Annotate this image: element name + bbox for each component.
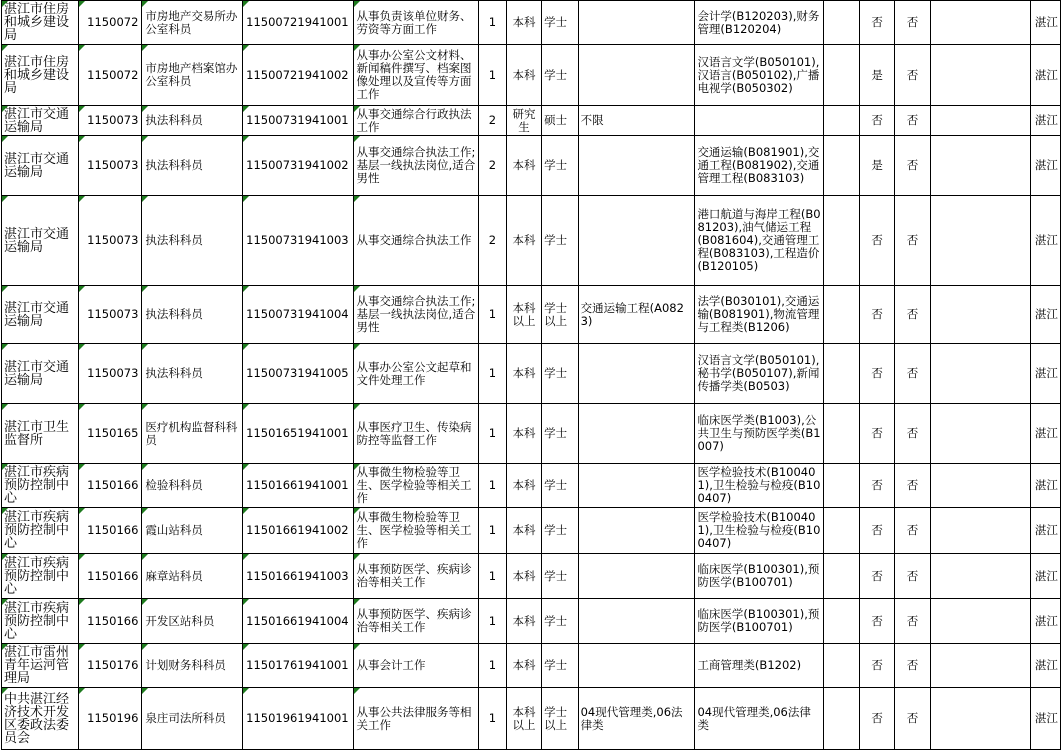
blank-cell — [824, 136, 860, 196]
education-cell: 本科 — [506, 196, 541, 286]
department-code-cell: 1150166 — [79, 464, 142, 508]
degree-cell: 学士 — [542, 45, 578, 106]
other-requirement-cell — [931, 508, 1031, 554]
department-cell: 湛江市疾病预防控制中心 — [2, 464, 79, 508]
headcount-cell: 1 — [478, 45, 506, 106]
department-cell: 湛江市雷州青年运河管理局 — [2, 644, 79, 688]
headcount-cell: 1 — [478, 599, 506, 644]
position-name-cell: 霞山站科员 — [142, 508, 243, 554]
headcount-cell: 1 — [478, 644, 506, 688]
table-row — [2, 599, 1061, 644]
headcount-cell: 1 — [478, 344, 506, 404]
degree-cell: 学士 — [542, 136, 578, 196]
undergraduate-major-cell: 04现代管理类,06法律类 — [695, 688, 824, 750]
other-requirement-cell — [931, 196, 1031, 286]
headcount-cell: 1 — [478, 464, 506, 508]
position-code-cell: 11500721941002 — [243, 45, 353, 106]
degree-cell: 学士以上 — [542, 688, 578, 750]
other-requirement-cell — [931, 599, 1031, 644]
education-cell: 本科 — [506, 136, 541, 196]
region-cell: 湛江 — [1030, 1, 1060, 45]
blank-cell — [824, 508, 860, 554]
department-code-cell: 1150073 — [79, 196, 142, 286]
region-cell: 湛江 — [1030, 45, 1060, 106]
department-code-cell: 1150166 — [79, 599, 142, 644]
requirement-flag-cell: 否 — [860, 404, 894, 464]
other-requirement-cell — [931, 404, 1031, 464]
job-duty-cell: 从事交通综合行政执法工作 — [353, 106, 478, 136]
region-cell: 湛江 — [1030, 554, 1060, 599]
region-cell: 湛江 — [1030, 344, 1060, 404]
region-cell: 湛江 — [1030, 136, 1060, 196]
department-code-cell: 1150073 — [79, 106, 142, 136]
position-name-cell: 执法科科员 — [142, 136, 243, 196]
other-requirement-cell — [931, 1, 1031, 45]
other-requirement-cell — [931, 344, 1031, 404]
job-duty-cell: 从事微生物检验等卫生、医学检验等相关工作 — [353, 464, 478, 508]
table-row — [2, 106, 1061, 136]
region-cell: 湛江 — [1030, 464, 1060, 508]
position-name-cell: 医疗机构监督科科员 — [142, 404, 243, 464]
requirement-flag-cell: 否 — [894, 404, 930, 464]
table-body — [2, 1, 1061, 750]
requirement-flag-cell: 否 — [894, 196, 930, 286]
degree-cell: 学士 — [542, 1, 578, 45]
department-cell: 湛江市卫生监督所 — [2, 404, 79, 464]
degree-cell: 学士 — [542, 599, 578, 644]
region-cell: 湛江 — [1030, 404, 1060, 464]
graduate-major-cell — [578, 136, 695, 196]
department-code-cell: 1150165 — [79, 404, 142, 464]
headcount-cell: 1 — [478, 688, 506, 750]
requirement-flag-cell: 否 — [894, 554, 930, 599]
requirement-flag-cell: 否 — [860, 599, 894, 644]
department-code-cell: 1150196 — [79, 688, 142, 750]
blank-cell — [824, 464, 860, 508]
undergraduate-major-cell: 汉语言文学(B050101),秘书学(B050107),新闻传播学类(B0503) — [695, 344, 824, 404]
graduate-major-cell: 04现代管理类,06法律类 — [578, 688, 695, 750]
department-code-cell: 1150072 — [79, 45, 142, 106]
region-cell: 湛江 — [1030, 106, 1060, 136]
position-code-cell: 11501961941001 — [243, 688, 353, 750]
education-cell: 本科 — [506, 554, 541, 599]
requirement-flag-cell: 否 — [894, 1, 930, 45]
table-row — [2, 554, 1061, 599]
table-row — [2, 508, 1061, 554]
department-code-cell: 1150073 — [79, 136, 142, 196]
undergraduate-major-cell: 港口航道与海岸工程(B081203),油气储运工程(B081604),交通管理工程(B083103),工程造价(B120105) — [695, 196, 824, 286]
department-cell: 湛江市交通运输局 — [2, 136, 79, 196]
education-cell: 本科 — [506, 644, 541, 688]
position-code-cell: 11501661941004 — [243, 599, 353, 644]
undergraduate-major-cell: 会计学(B120203),财务管理(B120204) — [695, 1, 824, 45]
headcount-cell: 1 — [478, 1, 506, 45]
job-duty-cell: 从事预防医学、疾病诊治等相关工作 — [353, 554, 478, 599]
undergraduate-major-cell: 汉语言文学(B050101),汉语言(B050102),广播电视学(B050302) — [695, 45, 824, 106]
position-name-cell: 执法科科员 — [142, 344, 243, 404]
region-cell: 湛江 — [1030, 196, 1060, 286]
requirement-flag-cell: 否 — [860, 286, 894, 344]
education-cell: 本科 — [506, 508, 541, 554]
job-duty-cell: 从事微生物检验等卫生、医学检验等相关工作 — [353, 508, 478, 554]
other-requirement-cell — [931, 688, 1031, 750]
position-name-cell: 市房地产交易所办公室科员 — [142, 1, 243, 45]
job-duty-cell: 从事预防医学、疾病诊治等相关工作 — [353, 599, 478, 644]
position-name-cell: 计划财务科科员 — [142, 644, 243, 688]
position-code-cell: 11501661941001 — [243, 464, 353, 508]
table-row — [2, 464, 1061, 508]
position-name-cell: 开发区站科员 — [142, 599, 243, 644]
table-row — [2, 286, 1061, 344]
department-cell: 湛江市疾病预防控制中心 — [2, 508, 79, 554]
requirement-flag-cell: 否 — [894, 45, 930, 106]
blank-cell — [824, 554, 860, 599]
position-code-cell: 11500731941005 — [243, 344, 353, 404]
table-row — [2, 688, 1061, 750]
other-requirement-cell — [931, 45, 1031, 106]
department-code-cell: 1150166 — [79, 508, 142, 554]
table-row — [2, 136, 1061, 196]
position-name-cell: 泉庄司法所科员 — [142, 688, 243, 750]
department-code-cell: 1150072 — [79, 1, 142, 45]
degree-cell: 学士 — [542, 344, 578, 404]
headcount-cell: 2 — [478, 106, 506, 136]
degree-cell: 学士 — [542, 644, 578, 688]
education-cell: 本科 — [506, 1, 541, 45]
other-requirement-cell — [931, 554, 1031, 599]
education-cell: 本科以上 — [506, 286, 541, 344]
position-code-cell: 11500731941001 — [243, 106, 353, 136]
requirement-flag-cell: 否 — [860, 344, 894, 404]
other-requirement-cell — [931, 644, 1031, 688]
degree-cell: 学士以上 — [542, 286, 578, 344]
education-cell: 本科 — [506, 404, 541, 464]
job-duty-cell: 从事医疗卫生、传染病防控等监督工作 — [353, 404, 478, 464]
job-duty-cell: 从事办公室公文起草和文件处理工作 — [353, 344, 478, 404]
education-cell: 本科 — [506, 45, 541, 106]
blank-cell — [824, 1, 860, 45]
blank-cell — [824, 688, 860, 750]
requirement-flag-cell: 否 — [894, 599, 930, 644]
job-duty-cell: 从事办公室公文材料、新闻稿件撰写、档案图像处理以及宣传等方面工作 — [353, 45, 478, 106]
undergraduate-major-cell: 医学检验技术(B100401),卫生检验与检疫(B100407) — [695, 508, 824, 554]
graduate-major-cell — [578, 508, 695, 554]
blank-cell — [824, 196, 860, 286]
department-cell: 湛江市住房和城乡建设局 — [2, 45, 79, 106]
position-name-cell: 市房地产档案馆办公室科员 — [142, 45, 243, 106]
graduate-major-cell — [578, 644, 695, 688]
requirement-flag-cell: 否 — [894, 508, 930, 554]
position-name-cell: 麻章站科员 — [142, 554, 243, 599]
region-cell: 湛江 — [1030, 644, 1060, 688]
blank-cell — [824, 644, 860, 688]
undergraduate-major-cell: 临床医学类(B1003),公共卫生与预防医学类(B1007) — [695, 404, 824, 464]
department-cell: 湛江市交通运输局 — [2, 286, 79, 344]
graduate-major-cell — [578, 554, 695, 599]
position-name-cell: 执法科科员 — [142, 196, 243, 286]
undergraduate-major-cell: 临床医学(B100301),预防医学(B100701) — [695, 599, 824, 644]
graduate-major-cell — [578, 1, 695, 45]
requirement-flag-cell: 否 — [860, 688, 894, 750]
degree-cell: 学士 — [542, 404, 578, 464]
requirement-flag-cell: 否 — [860, 196, 894, 286]
education-cell: 本科 — [506, 599, 541, 644]
other-requirement-cell — [931, 286, 1031, 344]
job-duty-cell: 从事会计工作 — [353, 644, 478, 688]
position-code-cell: 11500731941003 — [243, 196, 353, 286]
undergraduate-major-cell: 临床医学(B100301),预防医学(B100701) — [695, 554, 824, 599]
graduate-major-cell — [578, 45, 695, 106]
position-name-cell: 检验科科员 — [142, 464, 243, 508]
department-cell: 湛江市疾病预防控制中心 — [2, 599, 79, 644]
table-row — [2, 45, 1061, 106]
degree-cell: 硕士 — [542, 106, 578, 136]
requirement-flag-cell: 否 — [894, 106, 930, 136]
requirement-flag-cell: 否 — [894, 136, 930, 196]
position-code-cell: 11501661941002 — [243, 508, 353, 554]
requirement-flag-cell: 否 — [860, 1, 894, 45]
requirement-flag-cell: 否 — [894, 644, 930, 688]
department-code-cell: 1150166 — [79, 554, 142, 599]
education-cell: 研究生 — [506, 106, 541, 136]
job-duty-cell: 从事公共法律服务等相关工作 — [353, 688, 478, 750]
graduate-major-cell — [578, 599, 695, 644]
department-cell: 中共湛江经济技术开发区委政法委员会 — [2, 688, 79, 750]
graduate-major-cell — [578, 404, 695, 464]
position-code-cell: 11500721941001 — [243, 1, 353, 45]
department-cell: 湛江市交通运输局 — [2, 106, 79, 136]
position-code-cell: 11500731941004 — [243, 286, 353, 344]
position-code-cell: 11501661941003 — [243, 554, 353, 599]
blank-cell — [824, 286, 860, 344]
department-cell: 湛江市住房和城乡建设局 — [2, 1, 79, 45]
headcount-cell: 1 — [478, 404, 506, 464]
requirement-flag-cell: 否 — [860, 508, 894, 554]
undergraduate-major-cell — [695, 106, 824, 136]
region-cell: 湛江 — [1030, 688, 1060, 750]
department-code-cell: 1150176 — [79, 644, 142, 688]
blank-cell — [824, 404, 860, 464]
graduate-major-cell — [578, 464, 695, 508]
graduate-major-cell — [578, 344, 695, 404]
requirement-flag-cell: 否 — [860, 464, 894, 508]
undergraduate-major-cell: 工商管理类(B1202) — [695, 644, 824, 688]
requirement-flag-cell: 是 — [860, 136, 894, 196]
headcount-cell: 1 — [478, 508, 506, 554]
position-name-cell: 执法科科员 — [142, 106, 243, 136]
table-row — [2, 344, 1061, 404]
department-cell: 湛江市交通运输局 — [2, 196, 79, 286]
headcount-cell: 2 — [478, 136, 506, 196]
job-table — [1, 0, 1061, 750]
education-cell: 本科 — [506, 344, 541, 404]
requirement-flag-cell: 否 — [860, 106, 894, 136]
blank-cell — [824, 45, 860, 106]
region-cell: 湛江 — [1030, 508, 1060, 554]
requirement-flag-cell: 否 — [894, 344, 930, 404]
other-requirement-cell — [931, 136, 1031, 196]
requirement-flag-cell: 否 — [860, 554, 894, 599]
job-duty-cell: 从事交通综合执法工作;基层一线执法岗位,适合男性 — [353, 136, 478, 196]
degree-cell: 学士 — [542, 554, 578, 599]
department-cell: 湛江市疾病预防控制中心 — [2, 554, 79, 599]
blank-cell — [824, 106, 860, 136]
department-code-cell: 1150073 — [79, 286, 142, 344]
position-name-cell: 执法科科员 — [142, 286, 243, 344]
table-row — [2, 1, 1061, 45]
region-cell: 湛江 — [1030, 599, 1060, 644]
department-code-cell: 1150073 — [79, 344, 142, 404]
other-requirement-cell — [931, 106, 1031, 136]
requirement-flag-cell: 否 — [894, 464, 930, 508]
position-code-cell: 11500731941002 — [243, 136, 353, 196]
headcount-cell: 1 — [478, 286, 506, 344]
department-cell: 湛江市交通运输局 — [2, 344, 79, 404]
job-duty-cell: 从事交通综合执法工作 — [353, 196, 478, 286]
degree-cell: 学士 — [542, 508, 578, 554]
graduate-major-cell — [578, 196, 695, 286]
requirement-flag-cell: 否 — [860, 644, 894, 688]
requirement-flag-cell: 否 — [894, 688, 930, 750]
undergraduate-major-cell: 法学(B030101),交通运输(B081901),物流管理与工程类(B1206) — [695, 286, 824, 344]
education-cell: 本科 — [506, 464, 541, 508]
degree-cell: 学士 — [542, 196, 578, 286]
undergraduate-major-cell: 医学检验技术(B100401),卫生检验与检疫(B100407) — [695, 464, 824, 508]
graduate-major-cell: 交通运输工程(A0823) — [578, 286, 695, 344]
undergraduate-major-cell: 交通运输(B081901),交通工程(B081902),交通管理工程(B083103) — [695, 136, 824, 196]
other-requirement-cell — [931, 464, 1031, 508]
requirement-flag-cell: 否 — [894, 286, 930, 344]
job-duty-cell: 从事负责该单位财务、劳资等方面工作 — [353, 1, 478, 45]
headcount-cell: 2 — [478, 196, 506, 286]
position-code-cell: 11501651941001 — [243, 404, 353, 464]
job-duty-cell: 从事交通综合执法工作;基层一线执法岗位,适合男性 — [353, 286, 478, 344]
requirement-flag-cell: 是 — [860, 45, 894, 106]
region-cell: 湛江 — [1030, 286, 1060, 344]
table-row — [2, 196, 1061, 286]
graduate-major-cell: 不限 — [578, 106, 695, 136]
table-row — [2, 644, 1061, 688]
position-code-cell: 11501761941001 — [243, 644, 353, 688]
education-cell: 本科以上 — [506, 688, 541, 750]
blank-cell — [824, 344, 860, 404]
blank-cell — [824, 599, 860, 644]
headcount-cell: 1 — [478, 554, 506, 599]
degree-cell: 学士 — [542, 464, 578, 508]
table-row — [2, 404, 1061, 464]
